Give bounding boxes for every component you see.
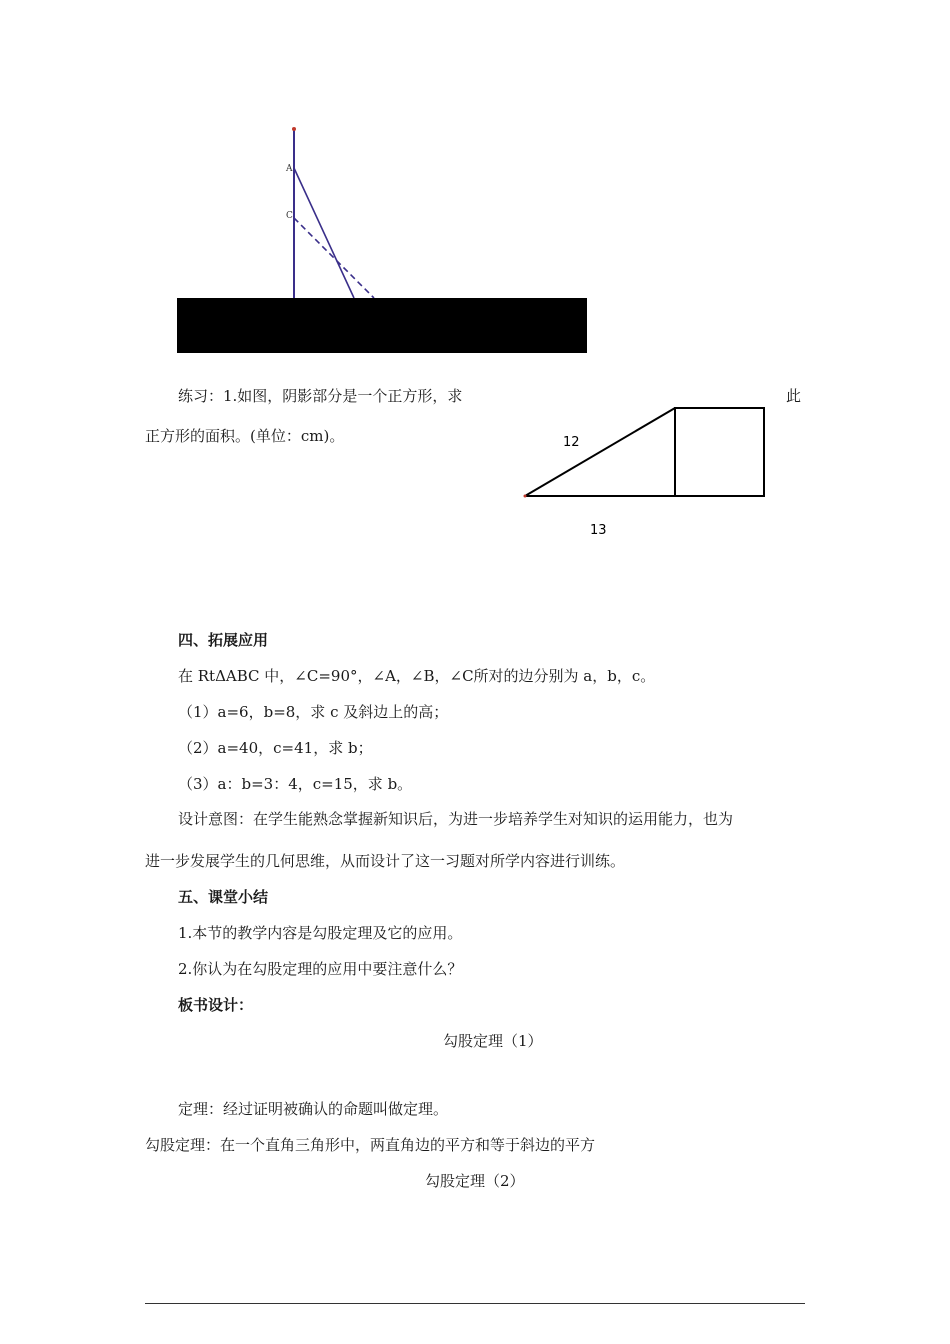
ladder-slipped-line [294, 218, 374, 298]
board-title2: 勾股定理（2） [425, 1172, 525, 1190]
section4-q1: （1）a=6，b=8，求 c 及斜边上的高； [178, 703, 449, 721]
shaded-square [675, 408, 764, 496]
section5-heading: 五、课堂小结 [178, 888, 269, 906]
section4-q2: （2）a=40，c=41，求 b； [178, 739, 373, 757]
pythagoras-statement: 勾股定理：在一个直角三角形中，两直角边的平方和等于斜边的平方 [145, 1136, 596, 1154]
point-c-label: C [286, 211, 293, 221]
ladder-line [294, 168, 354, 298]
practice-line1-left: 练习：1.如图，阴影部分是一个正方形，求 [178, 387, 463, 405]
section4-q3: （3）a：b=3：4，c=15，求 b。 [178, 775, 413, 793]
ladder-figure [170, 120, 590, 360]
section4-heading: 四、拓展应用 [178, 631, 269, 649]
ground-block [177, 298, 587, 353]
design-intent-line2: 进一步发展学生的几何思维，从而设计了这一习题对所学内容进行训练。 [145, 852, 626, 870]
base-label: 13 [590, 523, 607, 535]
wall-top-point [292, 127, 296, 131]
practice-line2: 正方形的面积。(单位：cm)。 [145, 427, 345, 445]
design-intent-line1: 设计意图：在学生能熟念掌握新知识后，为进一步培养学生对知识的运用能力，也为 [178, 810, 734, 828]
theorem-definition: 定理：经过证明被确认的命题叫做定理。 [178, 1100, 449, 1118]
board-title1: 勾股定理（1） [443, 1032, 543, 1050]
point-a-label: A [286, 164, 293, 174]
vertex-point [524, 495, 527, 498]
practice-line1-right: 此 [786, 387, 802, 405]
section4-intro: 在 RtΔABC 中，∠C=90°，∠A，∠B，∠C所对的边分别为 a，b，c。 [178, 667, 656, 685]
hypotenuse-label: 12 [563, 435, 580, 450]
footer-divider [145, 1303, 805, 1304]
triangle-square-figure [515, 400, 775, 535]
hypotenuse-line [525, 408, 675, 496]
board-heading: 板书设计： [178, 996, 254, 1014]
summary-item1: 1.本节的教学内容是勾股定理及它的应用。 [178, 924, 463, 942]
summary-item2: 2.你认为在勾股定理的应用中要注意什么？ [178, 960, 463, 978]
